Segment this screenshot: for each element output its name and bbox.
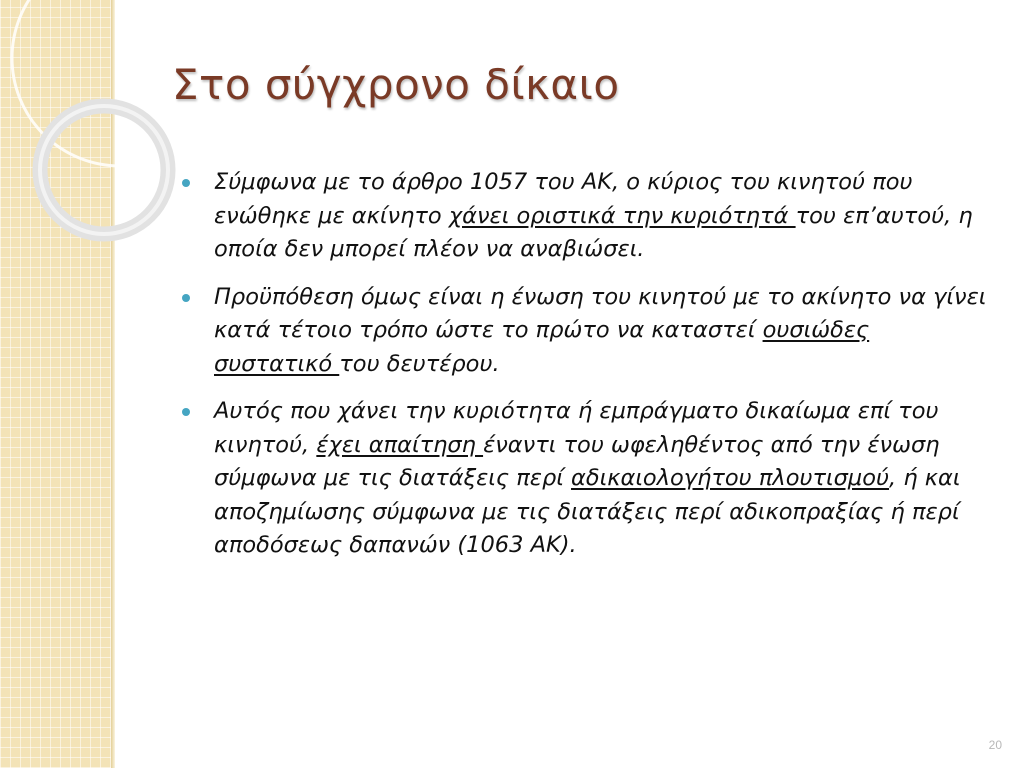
slide-number: 20 (988, 738, 1002, 752)
bullet-text: του επ’αυτού, η οποία δεν μπορεί πλέον να αναβιώσει. (214, 202, 973, 262)
underlined-phrase: έχει απαίτηση (316, 431, 484, 458)
bullet-text: έναντι του ωφεληθέντος από την ένωση σύμφωνα με τις διατάξεις περί (214, 431, 940, 491)
underlined-phrase: χάνει οριστικά την κυριότητά (448, 202, 796, 229)
bullet-text: Αυτός που χάνει την κυριότητα ή εμπράγματο δικαίωμα επί του κινητού, (214, 398, 939, 458)
bullet-marker-icon (182, 408, 190, 416)
bullet-list (178, 166, 988, 577)
bullet-marker-icon (182, 179, 190, 187)
bullet-item (178, 395, 988, 563)
bullet-item (178, 166, 988, 267)
bullet-marker-icon (182, 294, 190, 302)
bullet-text: , ή και αποζημίωσης σύμφωνα με τις διατάξεις περί αδικοπραξίας ή περί αποδόσεως δαπανών (1063 ΑΚ). (214, 465, 961, 558)
slide-title: Στο σύγχρονο δίκαιο (172, 60, 620, 109)
bullet-text: του δευτέρου. (339, 350, 500, 377)
underlined-phrase: αδικαιολογήτου πλουτισμού (571, 465, 890, 491)
bullet-text: Σύμφωνα με το άρθρο 1057 του ΑΚ, ο κύριος του κινητού που ενώθηκε με ακίνητο (214, 169, 913, 229)
bullet-item (178, 281, 988, 382)
bullet-text: Προϋπόθεση όμως είναι η ένωση του κινητού με το ακίνητο να γίνει κατά τέτοιο τρόπο ώστε το πρώτο να καταστεί (214, 283, 987, 343)
underlined-phrase: ουσιώδες συστατικό (214, 317, 870, 377)
